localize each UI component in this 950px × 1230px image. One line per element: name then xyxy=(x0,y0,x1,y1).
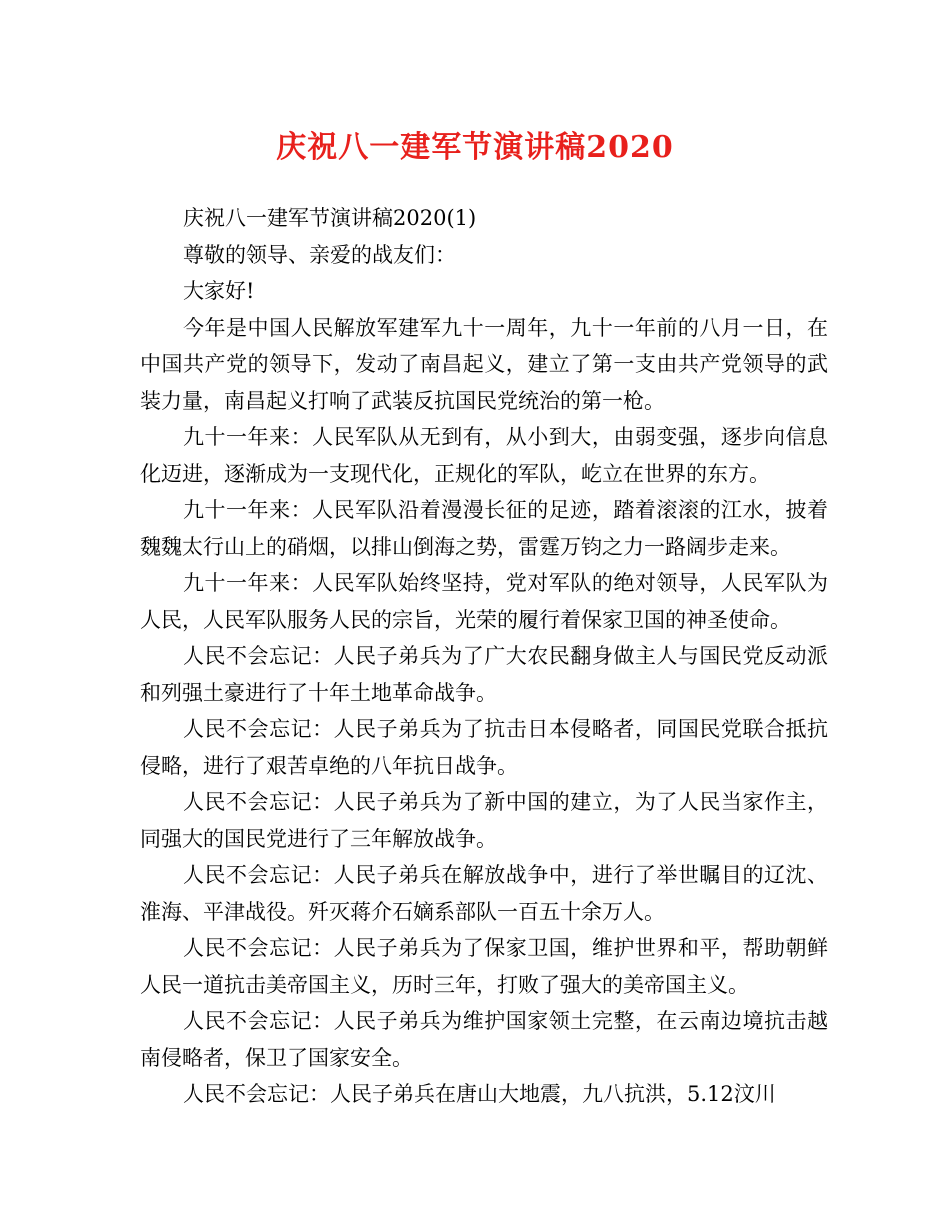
paragraph: 九十一年来：人民军队沿着漫漫长征的足迹，踏着滚滚的江水，披着魏魏太行山上的硝烟，以排山倒海之势，雷霆万钧之力一路阔步走来。 xyxy=(140,498,828,559)
paragraph: 人民不会忘记：人民子弟兵在唐山大地震，九八抗洪，5.12汶川 xyxy=(183,1082,776,1106)
paragraph: 人民不会忘记：人民子弟兵为维护国家领土完整，在云南边境抗击越南侵略者，保卫了国家安全。 xyxy=(140,1009,828,1070)
paragraph: 大家好! xyxy=(183,279,255,303)
paragraph: 尊敬的领导、亲爱的战友们： xyxy=(183,242,456,267)
paragraph: 九十一年来：人民军队从无到有，从小到大，由弱变强，逐步向信息化迈进，逐渐成为一支现代化，正规化的军队，屹立在世界的东方。 xyxy=(140,425,828,486)
document-body xyxy=(140,200,828,1113)
paragraph: 今年是中国人民解放军建军九十一周年，九十一年前的八月一日，在中国共产党的领导下，发动了南昌起义，建立了第一支由共产党领导的武装力量，南昌起义打响了武装反抗国民党统治的第一枪。 xyxy=(140,315,828,413)
paragraph: 九十一年来：人民军队始终坚持，党对军队的绝对领导，人民军队为人民，人民军队服务人民的宗旨，光荣的履行着保家卫国的神圣使命。 xyxy=(140,571,828,632)
paragraph: 人民不会忘记：人民子弟兵为了广大农民翻身做主人与国民党反动派和列强土豪进行了十年土地革命战争。 xyxy=(140,644,828,705)
paragraph: 人民不会忘记：人民子弟兵为了新中国的建立，为了人民当家作主，同强大的国民党进行了三年解放战争。 xyxy=(140,790,828,851)
document-title: 庆祝八一建军节演讲稿2020 xyxy=(276,130,674,165)
paragraph: 人民不会忘记：人民子弟兵为了保家卫国，维护世界和平，帮助朝鲜人民一道抗击美帝国主义，历时三年，打败了强大的美帝国主义。 xyxy=(140,936,828,997)
paragraph: 人民不会忘记：人民子弟兵为了抗击日本侵略者，同国民党联合抵抗侵略，进行了艰苦卓绝的八年抗日战争。 xyxy=(140,717,828,778)
paragraph: 人民不会忘记：人民子弟兵在解放战争中，进行了举世瞩目的辽沈、淮海、平津战役。歼灭蒋介石嫡系部队一百五十余万人。 xyxy=(140,863,828,924)
paragraph: 庆祝八一建军节演讲稿2020(1) xyxy=(183,206,477,230)
